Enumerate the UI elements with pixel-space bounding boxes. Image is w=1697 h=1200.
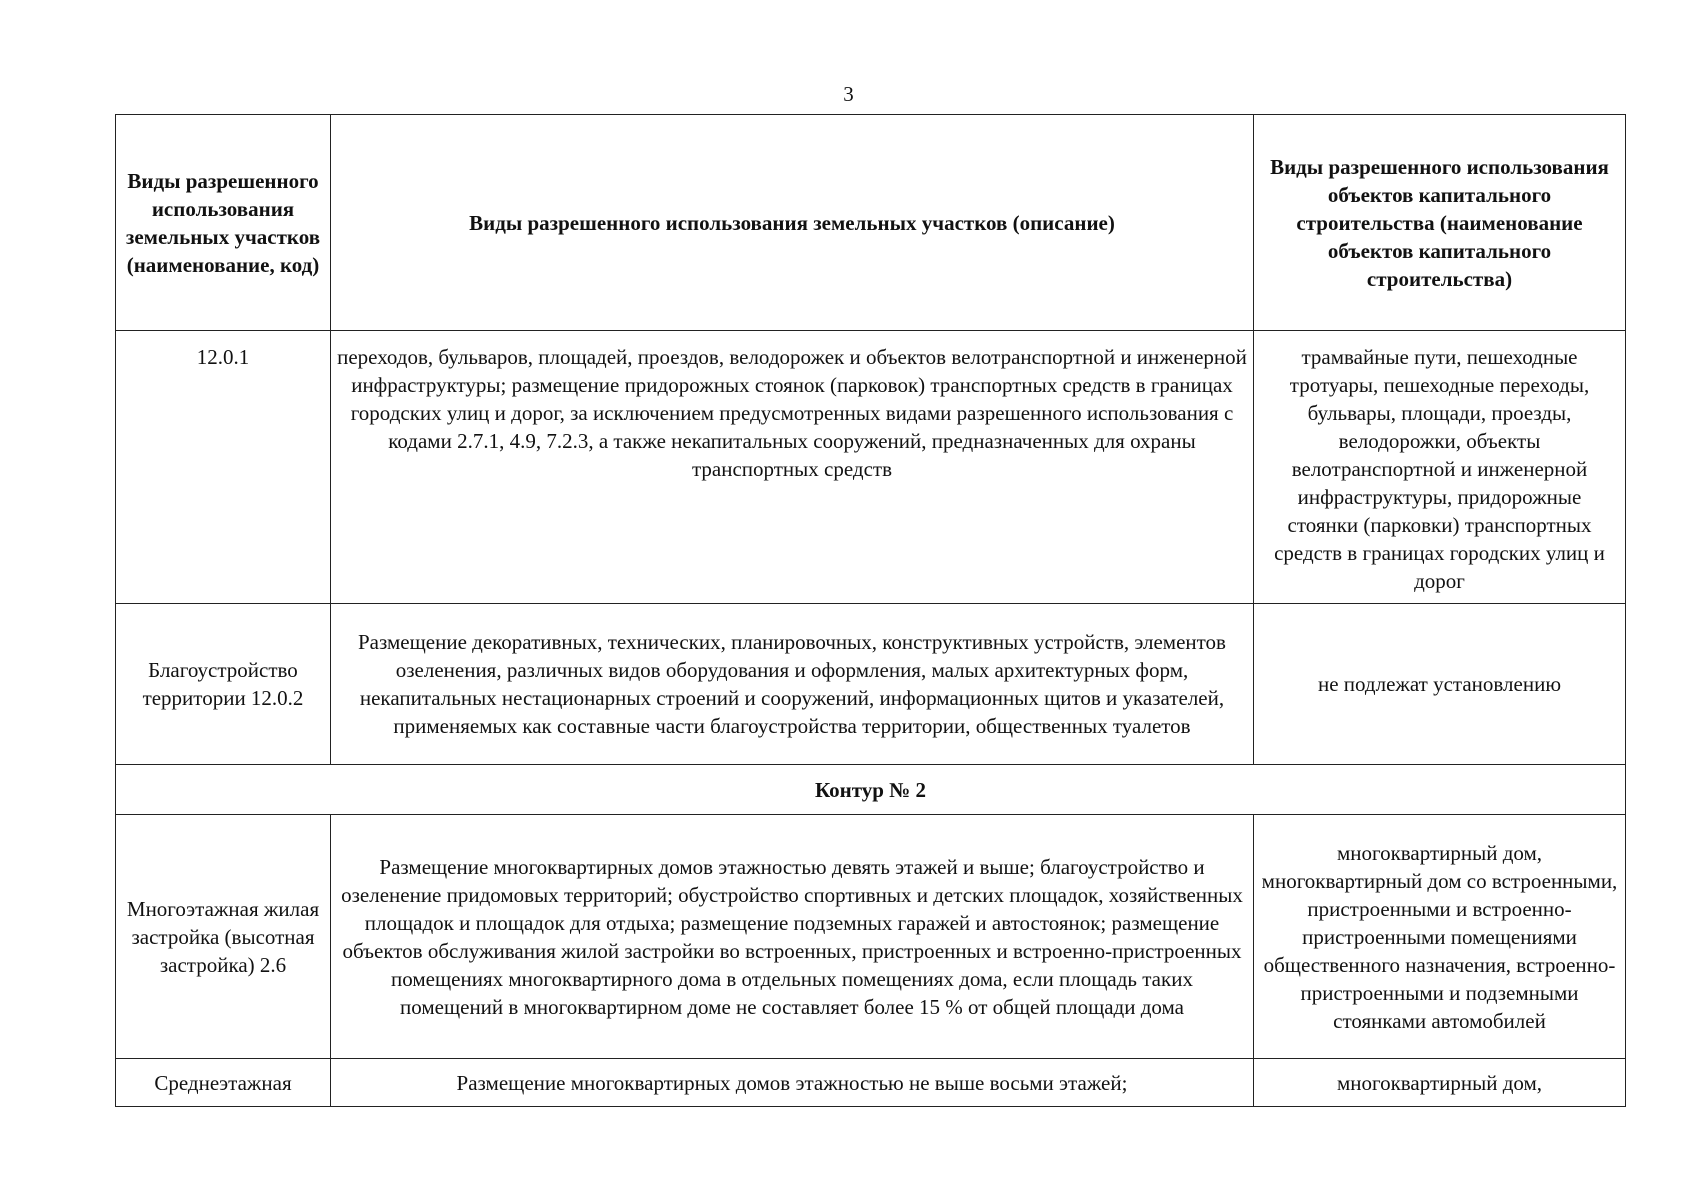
capital-objects-cell: многоквартирный дом, [1254,1059,1626,1107]
header-capital-objects: Виды разрешенного использования объектов капитального строительства (наименование объектов капитального строительства) [1254,115,1626,331]
land-use-name-cell: 12.0.1 [116,331,331,604]
capital-objects-cell: многоквартирный дом, многоквартирный дом со встроенными, пристроенными и встроенно-пристроенными помещениями общественного назначения, встроенно-пристроенными и подземными стоянками автомобилей [1254,815,1626,1059]
land-use-description-cell: Размещение декоративных, технических, планировочных, конструктивных устройств, элементов озеленения, различных видов оборудования и оформления, малых архитектурных форм, некапитальных нестационарных строений и сооружений, информационных щитов и указателей, применяемых как составные части благоустройства территории, общественных туалетов [331,604,1254,765]
capital-objects-cell: не подлежат установлению [1254,604,1626,765]
capital-objects-cell: трамвайные пути, пешеходные тротуары, пешеходные переходы, бульвары, площади, проезды, велодорожки, объекты велотранспортной и инженерной инфраструктуры, придорожные стоянки (парковки) транспортных средств в границах городских улиц и дорог [1254,331,1626,604]
table-row [116,604,1626,765]
land-use-description-cell: Размещение многоквартирных домов этажностью не выше восьми этажей; [331,1059,1254,1107]
land-use-table [115,114,1626,1107]
land-use-name-cell: Среднеэтажная [116,1059,331,1107]
land-use-description-cell: переходов, бульваров, площадей, проездов, велодорожек и объектов велотранспортной и инженерной инфраструктуры; размещение придорожных стоянок (парковок) транспортных средств в границах городских улиц и дорог, за исключением предусмотренных видами разрешенного использования с кодами 2.7.1, 4.9, 7.2.3, а также некапитальных сооружений, предназначенных для охраны транспортных средств [331,331,1254,604]
section-title: Контур № 2 [116,765,1626,815]
header-land-use-name: Виды разрешенного использования земельных участков (наименование, код) [116,115,331,331]
land-use-name-cell: Многоэтажная жилая застройка (высотная застройка) 2.6 [116,815,331,1059]
table-row [116,815,1626,1059]
section-row-contour [116,765,1626,815]
table-row [116,1059,1626,1107]
header-land-use-description: Виды разрешенного использования земельных участков (описание) [331,115,1254,331]
land-use-name-cell: Благоустройство территории 12.0.2 [116,604,331,765]
land-use-description-cell: Размещение многоквартирных домов этажностью девять этажей и выше; благоустройство и озеленение придомовых территорий; обустройство спортивных и детских площадок, хозяйственных площадок и площадок для отдыха; размещение подземных гаражей и автостоянок; размещение объектов обслуживания жилой застройки во встроенных, пристроенных и встроенно-пристроенных помещениях многоквартирного дома в отдельных помещениях дома, если площадь таких помещений в многоквартирном доме не составляет более 15 % от общей площади дома [331,815,1254,1059]
table-row [116,331,1626,604]
table-header-row [116,115,1626,331]
page-number: 3 [843,82,854,106]
